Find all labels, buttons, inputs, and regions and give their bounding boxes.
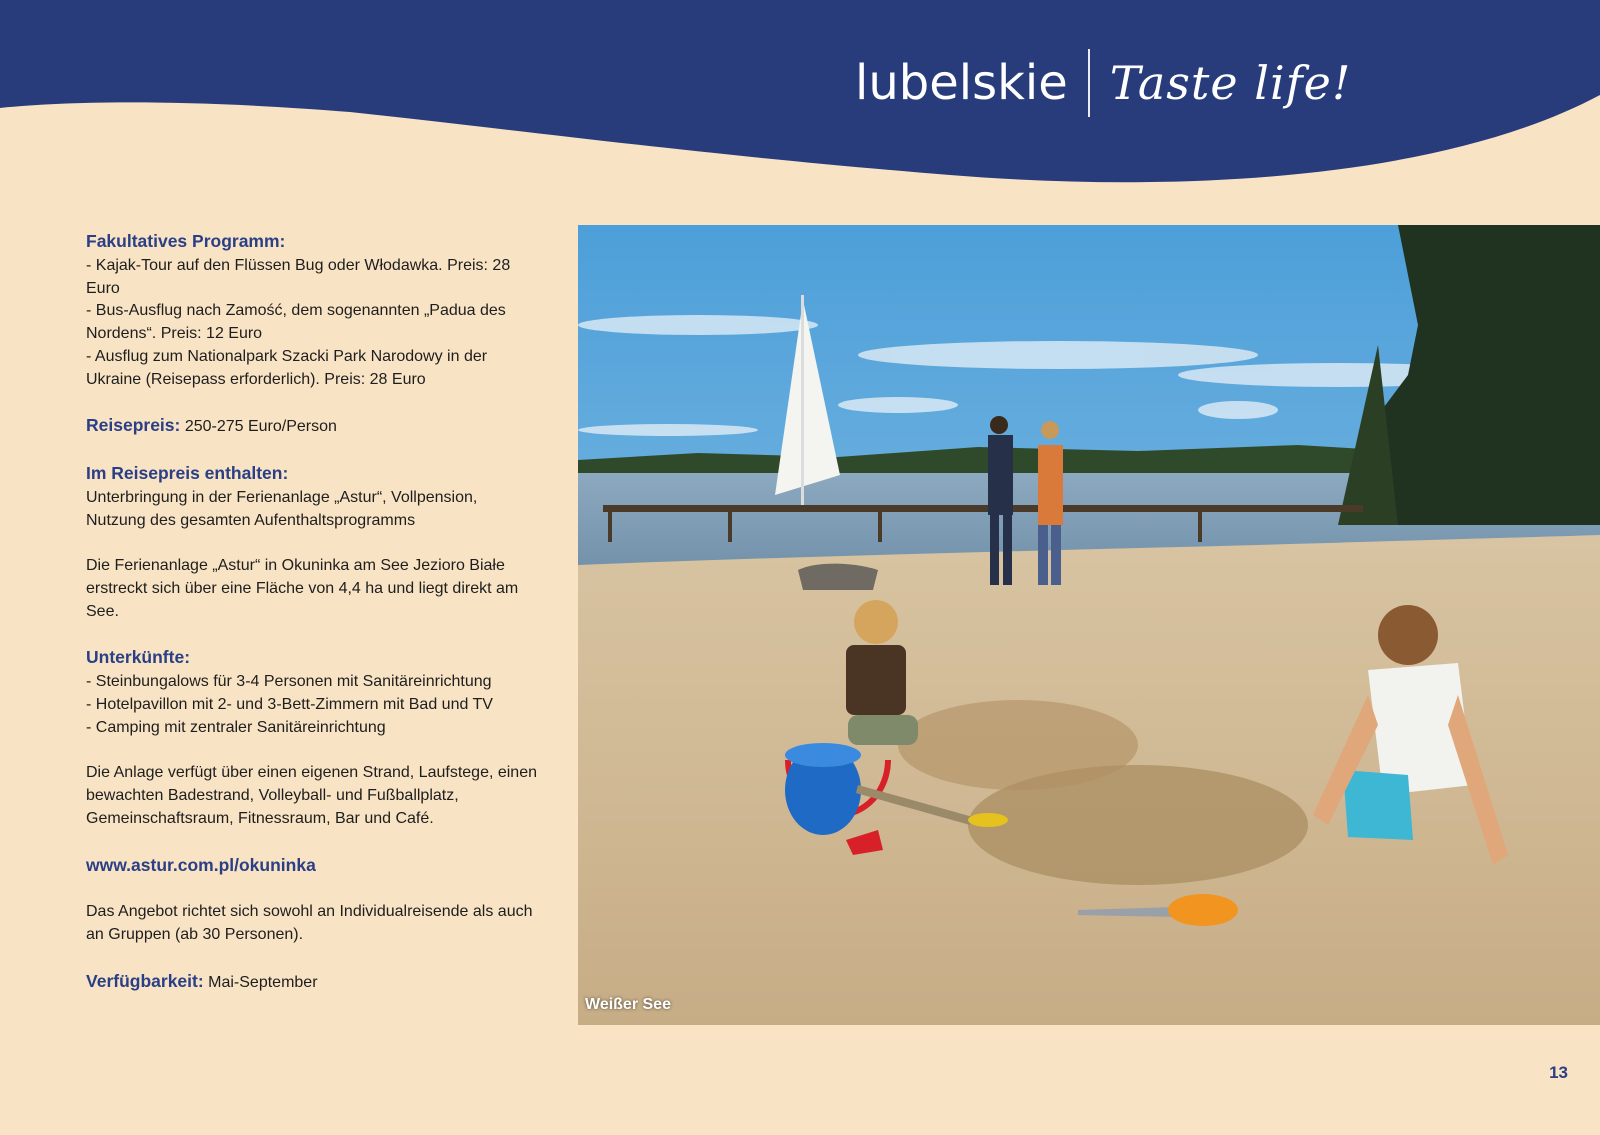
beach-photo <box>578 225 1600 1025</box>
price-value: 250-275 Euro/Person <box>184 418 337 436</box>
accommodation-heading: Unterkünfte: <box>86 647 191 668</box>
website-link[interactable]: www.astur.com.pl/okuninka <box>86 854 316 875</box>
audience-paragraph: Das Angebot richtet sich sowohl an Individualreisende als auch an Gruppen (ab 30 Personen). <box>86 903 533 943</box>
page-number: 13 <box>1549 1063 1568 1082</box>
availability-section <box>86 970 541 995</box>
price-label: Reisepreis: <box>86 415 181 436</box>
logo-tagline: Taste life! <box>1109 56 1352 110</box>
program-item: - Bus-Ausflug nach Zamość, dem sogenannten „Padua des Nordens“. Preis: 12 Euro <box>86 302 506 343</box>
program-item: - Kajak-Tour auf den Flüssen Bug oder Włodawka. Preis: 28 Euro <box>86 256 511 297</box>
website-paragraph <box>86 854 541 879</box>
logo-divider <box>1088 49 1090 117</box>
availability-label: Verfügbarkeit: <box>86 970 204 991</box>
description-paragraph: Die Ferienanlage „Astur“ in Okuninka am See Jezioro Białe erstreckt sich über eine Fläche von 4,4 ha und liegt direkt am See. <box>86 557 519 620</box>
accommodation-section <box>86 646 541 739</box>
accommodation-item: - Steinbungalows für 3-4 Personen mit Sanitäreinrichtung <box>86 673 492 691</box>
header-banner <box>0 0 1600 190</box>
lubelskie-logo <box>855 48 1351 118</box>
program-heading: Fakultatives Programm: <box>86 231 286 251</box>
program-item: - Ausflug zum Nationalpark Szacki Park Narodowy in der Ukraine (Reisepass erforderlich). Preis: 28 Euro <box>86 347 488 388</box>
availability-value: Mai-September <box>208 973 318 991</box>
accommodation-item: - Camping mit zentraler Sanitäreinrichtung <box>86 718 386 736</box>
facilities-paragraph: Die Anlage verfügt über einen eigenen Strand, Laufstege, einen bewachten Badestrand, Volleyball- und Fußballplatz, Gemeinschaftsraum, Fitnessraum, Bar und Café. <box>86 764 537 827</box>
price-section <box>86 414 541 439</box>
logo-brand: lubelskie <box>855 55 1068 111</box>
program-section <box>86 230 541 392</box>
photo-caption: Weißer See <box>585 996 671 1013</box>
included-heading: Im Reisepreis enthalten: <box>86 462 289 483</box>
included-text: Unterbringung in der Ferienanlage „Astur“, Vollpension, Nutzung des gesamten Aufenthaltsprogramms <box>86 488 478 529</box>
included-section <box>86 462 541 532</box>
accommodation-item: - Hotelpavillon mit 2- und 3-Bett-Zimmern mit Bad und TV <box>86 695 493 713</box>
offer-text-column <box>86 230 541 994</box>
